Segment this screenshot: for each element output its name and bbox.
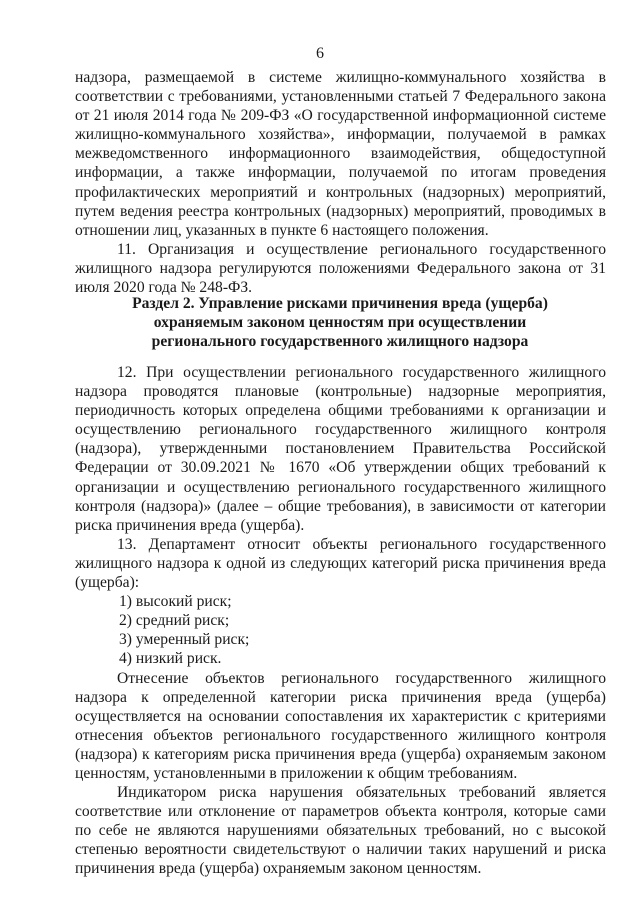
list-item: 4) низкий риск. (119, 650, 222, 668)
section-heading (100, 294, 580, 351)
list-item: 1) высокий риск; (119, 593, 232, 611)
body-text-block (75, 363, 606, 879)
paragraph-continuation: надзора, размещаемой в системе жилищно-коммунального хозяйства в соответствии с требованиями, установленными статьей 7 Федерального закона от 21 июля 2014 года № 209-ФЗ «О государственной информационной системе жилищно-коммунального хозяйства», информации, получаемой в рамках межведомственного информационного взаимодействия, общедоступной информации, а также информации, получаемой по итогам проведения профилактических мероприятий и контрольных (надзорных) мероприятий, путем ведения реестра контрольных (надзорных) мероприятий, проводимых в отношении лиц, указанных в пункте 6 настоящего положения. (75, 69, 606, 239)
page-number: 6 (316, 45, 324, 62)
section-heading-line: охраняемым законом ценностям при осуществлении (153, 314, 527, 331)
list-item: 2) средний риск; (119, 612, 230, 630)
paragraph-11: 11. Организация и осуществление регионального государственного жилищного надзора регулируются положениями Федерального закона от 31 июля 2020 года № 248-ФЗ. (75, 240, 606, 297)
paragraph-risk-category: Отнесение объектов регионального государственного жилищного надзора к определенной категории риска причинения вреда (ущерба) осуществляется на основании сопоставления их характеристик с критериями отнесения объектов регионального государственного жилищного контроля (надзора) к категориям риска причинения вреда (ущерба) охраняемым законом ценностям, установленными в приложении к общим требованиям. (75, 669, 606, 782)
top-text-block (75, 68, 606, 297)
section-heading-line: регионального государственного жилищного надзора (151, 333, 529, 350)
paragraph-13: 13. Департамент относит объекты регионального государственного жилищного надзора к одной из следующих категорий риска причинения вреда (ущерба): (75, 535, 606, 592)
list-item: 3) умеренный риск; (119, 631, 250, 649)
paragraph-12: 12. При осуществлении регионального государственного жилищного надзора проводятся плановые (контрольные) надзорные мероприятия, периодичность которых определена общими требованиями к организации и осуществлению регионального государственного жилищного контроля (надзора), утвержденными постановлением Правительства Российской Федерации от 30.09.2021 № 1670 «Об утверждении общих требований к организации и осуществлению регионального государственного жилищного контроля (надзора)» (далее – общие требования), в зависимости от категории риска причинения вреда (ущерба). (75, 364, 606, 534)
section-heading-line: Раздел 2. Управление рисками причинения вреда (ущерба) (132, 295, 548, 312)
paragraph-risk-indicator: Индикатором риска нарушения обязательных требований является соответствие или отклонение от параметров объекта контроля, которые сами по себе не являются нарушениями обязательных требований, но с высокой степенью вероятности свидетельствуют о наличии таких нарушений и риска причинения вреда (ущерба) охраняемым законом ценностям. (75, 784, 606, 878)
